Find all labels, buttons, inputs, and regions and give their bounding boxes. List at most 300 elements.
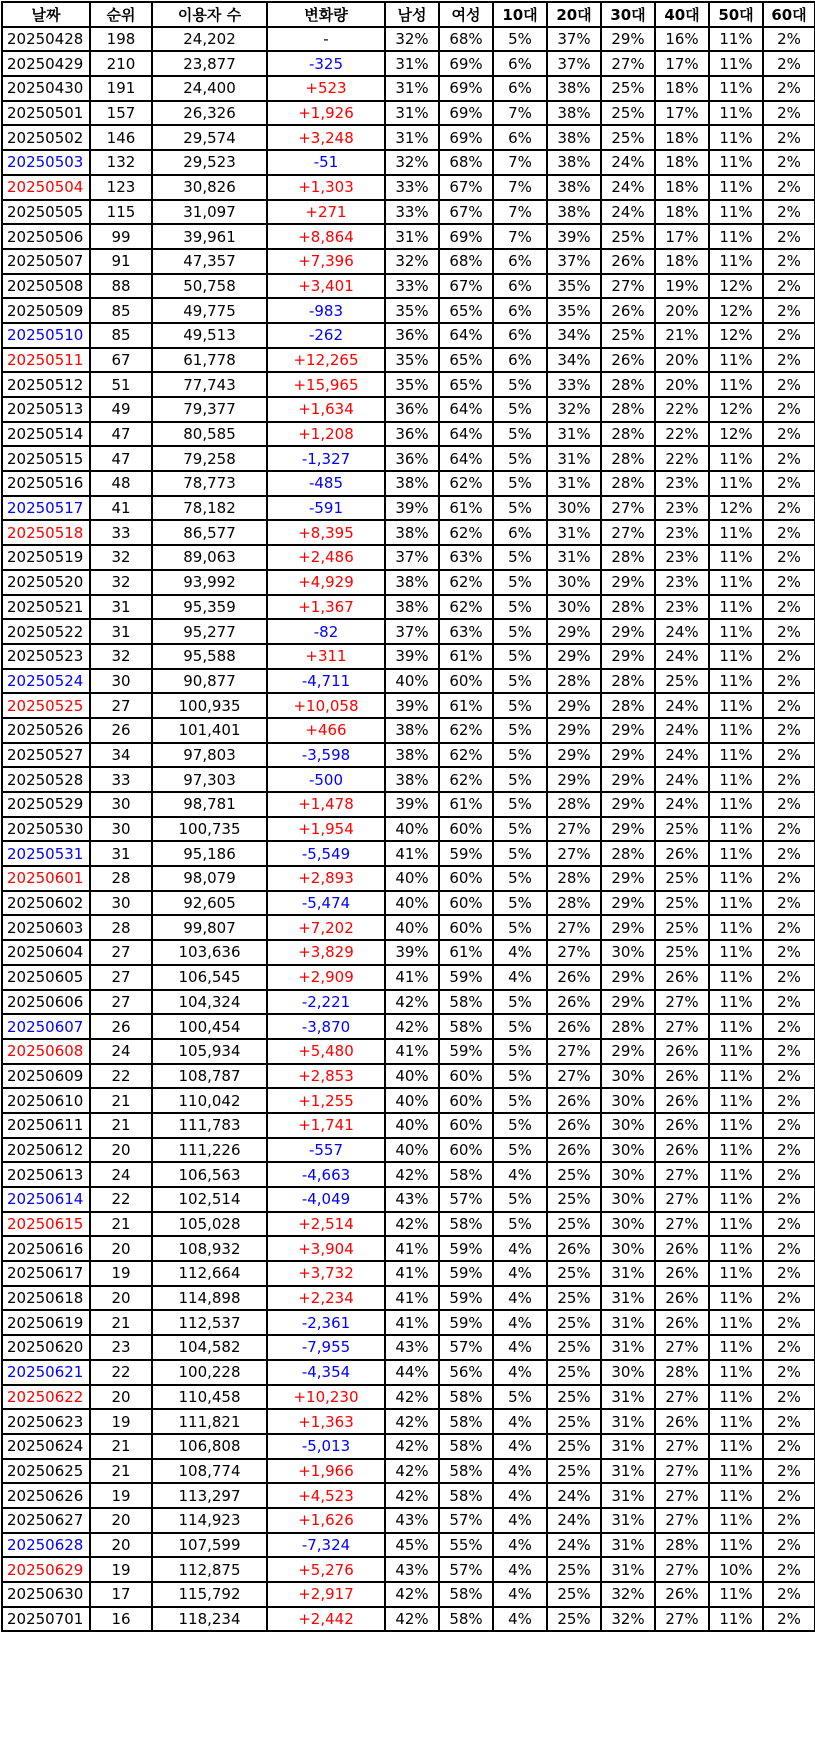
cell-users: 97,303 — [152, 767, 267, 792]
cell-age-50s: 12% — [709, 298, 763, 323]
table-row — [2, 1335, 815, 1360]
cell-age-10s: 6% — [493, 125, 547, 150]
cell-age-10s: 7% — [493, 175, 547, 200]
cell-change: +4,523 — [267, 1483, 385, 1508]
cell-users: 111,226 — [152, 1138, 267, 1163]
cell-users: 113,297 — [152, 1483, 267, 1508]
cell-date: 20250504 — [2, 175, 90, 200]
cell-age-10s: 5% — [493, 619, 547, 644]
header-age-30s: 30대 — [601, 2, 655, 27]
cell-age-20s: 24% — [547, 1508, 601, 1533]
cell-male: 41% — [385, 1310, 439, 1335]
cell-male: 32% — [385, 27, 439, 52]
cell-age-60s: 2% — [763, 940, 815, 965]
cell-date: 20250531 — [2, 841, 90, 866]
cell-age-60s: 2% — [763, 125, 815, 150]
cell-age-10s: 5% — [493, 1138, 547, 1163]
cell-age-20s: 29% — [547, 619, 601, 644]
cell-date: 20250612 — [2, 1138, 90, 1163]
cell-age-10s: 5% — [493, 767, 547, 792]
cell-users: 47,357 — [152, 249, 267, 274]
table-row — [2, 224, 815, 249]
cell-female: 65% — [439, 348, 493, 373]
cell-date: 20250524 — [2, 669, 90, 694]
cell-age-30s: 28% — [601, 422, 655, 447]
table-row — [2, 1138, 815, 1163]
cell-change: -3,870 — [267, 1014, 385, 1039]
table-row — [2, 1385, 815, 1410]
cell-users: 90,877 — [152, 669, 267, 694]
cell-female: 61% — [439, 940, 493, 965]
cell-age-50s: 11% — [709, 767, 763, 792]
cell-age-50s: 11% — [709, 372, 763, 397]
cell-age-60s: 2% — [763, 27, 815, 52]
cell-rank: 99 — [90, 224, 152, 249]
cell-age-30s: 28% — [601, 372, 655, 397]
cell-male: 39% — [385, 644, 439, 669]
cell-users: 100,935 — [152, 693, 267, 718]
cell-female: 61% — [439, 792, 493, 817]
cell-rank: 85 — [90, 323, 152, 348]
cell-female: 62% — [439, 718, 493, 743]
cell-users: 95,186 — [152, 841, 267, 866]
cell-age-30s: 31% — [601, 1434, 655, 1459]
cell-age-20s: 32% — [547, 397, 601, 422]
cell-users: 99,807 — [152, 915, 267, 940]
cell-change: -4,663 — [267, 1162, 385, 1187]
cell-female: 59% — [439, 1261, 493, 1286]
cell-age-40s: 24% — [655, 644, 709, 669]
cell-change: -4,354 — [267, 1360, 385, 1385]
cell-users: 26,326 — [152, 101, 267, 126]
cell-date: 20250622 — [2, 1385, 90, 1410]
cell-age-40s: 25% — [655, 915, 709, 940]
table-row — [2, 1236, 815, 1261]
cell-age-50s: 11% — [709, 76, 763, 101]
cell-age-20s: 31% — [547, 545, 601, 570]
cell-rank: 28 — [90, 915, 152, 940]
cell-age-30s: 28% — [601, 693, 655, 718]
cell-age-40s: 25% — [655, 817, 709, 842]
cell-age-10s: 5% — [493, 990, 547, 1015]
cell-date: 20250623 — [2, 1409, 90, 1434]
cell-users: 31,097 — [152, 200, 267, 225]
header-female: 여성 — [439, 2, 493, 27]
cell-age-60s: 2% — [763, 200, 815, 225]
cell-age-10s: 6% — [493, 323, 547, 348]
cell-age-50s: 11% — [709, 125, 763, 150]
cell-age-60s: 2% — [763, 298, 815, 323]
cell-age-10s: 6% — [493, 298, 547, 323]
cell-change: +2,909 — [267, 965, 385, 990]
cell-age-60s: 2% — [763, 1483, 815, 1508]
table-row — [2, 51, 815, 76]
cell-age-50s: 11% — [709, 619, 763, 644]
cell-age-20s: 26% — [547, 1138, 601, 1163]
cell-date: 20250527 — [2, 743, 90, 768]
cell-age-30s: 31% — [601, 1409, 655, 1434]
cell-age-50s: 11% — [709, 1607, 763, 1632]
cell-age-20s: 25% — [547, 1385, 601, 1410]
cell-male: 36% — [385, 397, 439, 422]
cell-rank: 115 — [90, 200, 152, 225]
cell-age-60s: 2% — [763, 1409, 815, 1434]
cell-age-60s: 2% — [763, 422, 815, 447]
table-row — [2, 496, 815, 521]
cell-change: +1,626 — [267, 1508, 385, 1533]
cell-date: 20250429 — [2, 51, 90, 76]
cell-age-20s: 25% — [547, 1286, 601, 1311]
cell-age-20s: 34% — [547, 348, 601, 373]
cell-male: 38% — [385, 520, 439, 545]
cell-age-50s: 12% — [709, 422, 763, 447]
cell-male: 40% — [385, 1138, 439, 1163]
cell-date: 20250515 — [2, 446, 90, 471]
cell-age-10s: 5% — [493, 644, 547, 669]
cell-age-30s: 25% — [601, 323, 655, 348]
cell-date: 20250615 — [2, 1212, 90, 1237]
cell-age-60s: 2% — [763, 1261, 815, 1286]
cell-age-60s: 2% — [763, 1014, 815, 1039]
cell-age-10s: 5% — [493, 422, 547, 447]
cell-age-20s: 31% — [547, 471, 601, 496]
cell-age-20s: 25% — [547, 1409, 601, 1434]
cell-age-50s: 11% — [709, 101, 763, 126]
cell-age-50s: 11% — [709, 348, 763, 373]
cell-date: 20250618 — [2, 1286, 90, 1311]
cell-age-30s: 28% — [601, 446, 655, 471]
cell-age-40s: 24% — [655, 792, 709, 817]
cell-change: +5,480 — [267, 1039, 385, 1064]
cell-age-20s: 31% — [547, 422, 601, 447]
table-row — [2, 965, 815, 990]
cell-age-10s: 4% — [493, 1162, 547, 1187]
cell-change: -5,013 — [267, 1434, 385, 1459]
cell-change: +2,514 — [267, 1212, 385, 1237]
cell-age-40s: 27% — [655, 1385, 709, 1410]
cell-rank: 28 — [90, 866, 152, 891]
cell-female: 58% — [439, 1483, 493, 1508]
cell-age-10s: 6% — [493, 274, 547, 299]
cell-date: 20250521 — [2, 595, 90, 620]
cell-age-40s: 18% — [655, 249, 709, 274]
cell-users: 111,821 — [152, 1409, 267, 1434]
table-row — [2, 101, 815, 126]
cell-female: 60% — [439, 866, 493, 891]
cell-date: 20250609 — [2, 1064, 90, 1089]
cell-age-20s: 28% — [547, 669, 601, 694]
cell-age-50s: 11% — [709, 1088, 763, 1113]
cell-rank: 157 — [90, 101, 152, 126]
cell-female: 56% — [439, 1360, 493, 1385]
cell-rank: 21 — [90, 1212, 152, 1237]
cell-age-60s: 2% — [763, 496, 815, 521]
cell-age-30s: 29% — [601, 1039, 655, 1064]
cell-date: 20250513 — [2, 397, 90, 422]
cell-age-30s: 29% — [601, 817, 655, 842]
cell-male: 43% — [385, 1508, 439, 1533]
cell-male: 40% — [385, 669, 439, 694]
cell-users: 49,513 — [152, 323, 267, 348]
cell-age-50s: 12% — [709, 274, 763, 299]
cell-age-60s: 2% — [763, 841, 815, 866]
table-row — [2, 1607, 815, 1632]
cell-age-50s: 11% — [709, 1483, 763, 1508]
cell-age-40s: 22% — [655, 397, 709, 422]
cell-female: 69% — [439, 101, 493, 126]
cell-age-10s: 5% — [493, 1385, 547, 1410]
cell-users: 100,454 — [152, 1014, 267, 1039]
cell-female: 60% — [439, 669, 493, 694]
cell-age-60s: 2% — [763, 1187, 815, 1212]
cell-users: 112,875 — [152, 1557, 267, 1582]
cell-female: 68% — [439, 249, 493, 274]
cell-age-40s: 18% — [655, 125, 709, 150]
cell-age-10s: 4% — [493, 1607, 547, 1632]
cell-age-20s: 27% — [547, 817, 601, 842]
cell-rank: 67 — [90, 348, 152, 373]
cell-male: 40% — [385, 866, 439, 891]
cell-date: 20250607 — [2, 1014, 90, 1039]
cell-age-20s: 37% — [547, 51, 601, 76]
cell-male: 31% — [385, 224, 439, 249]
cell-age-60s: 2% — [763, 471, 815, 496]
cell-age-40s: 20% — [655, 348, 709, 373]
cell-date: 20250508 — [2, 274, 90, 299]
cell-change: -325 — [267, 51, 385, 76]
cell-age-40s: 27% — [655, 1483, 709, 1508]
cell-change: +466 — [267, 718, 385, 743]
cell-age-10s: 5% — [493, 27, 547, 52]
table-row — [2, 422, 815, 447]
cell-age-10s: 5% — [493, 471, 547, 496]
cell-female: 60% — [439, 1138, 493, 1163]
cell-change: +10,230 — [267, 1385, 385, 1410]
cell-rank: 146 — [90, 125, 152, 150]
cell-date: 20250530 — [2, 817, 90, 842]
cell-age-40s: 25% — [655, 669, 709, 694]
cell-change: +8,395 — [267, 520, 385, 545]
cell-change: -2,221 — [267, 990, 385, 1015]
cell-users: 104,582 — [152, 1335, 267, 1360]
cell-age-50s: 11% — [709, 915, 763, 940]
cell-age-60s: 2% — [763, 175, 815, 200]
cell-age-10s: 5% — [493, 792, 547, 817]
cell-date: 20250516 — [2, 471, 90, 496]
cell-age-20s: 31% — [547, 520, 601, 545]
cell-female: 58% — [439, 1162, 493, 1187]
cell-age-60s: 2% — [763, 545, 815, 570]
cell-change: -5,549 — [267, 841, 385, 866]
table-row — [2, 817, 815, 842]
cell-female: 60% — [439, 1088, 493, 1113]
table-row — [2, 718, 815, 743]
cell-female: 69% — [439, 51, 493, 76]
cell-age-60s: 2% — [763, 767, 815, 792]
table-row — [2, 644, 815, 669]
cell-age-20s: 33% — [547, 372, 601, 397]
cell-age-20s: 25% — [547, 1434, 601, 1459]
cell-users: 86,577 — [152, 520, 267, 545]
cell-rank: 22 — [90, 1064, 152, 1089]
cell-change: +7,202 — [267, 915, 385, 940]
cell-age-60s: 2% — [763, 397, 815, 422]
cell-age-60s: 2% — [763, 1113, 815, 1138]
cell-rank: 21 — [90, 1113, 152, 1138]
cell-users: 24,202 — [152, 27, 267, 52]
cell-age-60s: 2% — [763, 1434, 815, 1459]
table-row — [2, 76, 815, 101]
table-row — [2, 619, 815, 644]
cell-date: 20250520 — [2, 570, 90, 595]
cell-change: -557 — [267, 1138, 385, 1163]
cell-change: +7,396 — [267, 249, 385, 274]
cell-change: -1,327 — [267, 446, 385, 471]
cell-age-60s: 2% — [763, 150, 815, 175]
cell-age-20s: 25% — [547, 1459, 601, 1484]
cell-age-40s: 24% — [655, 693, 709, 718]
cell-users: 92,605 — [152, 891, 267, 916]
table-row — [2, 1261, 815, 1286]
cell-age-60s: 2% — [763, 1088, 815, 1113]
cell-age-50s: 11% — [709, 1187, 763, 1212]
cell-age-50s: 11% — [709, 1409, 763, 1434]
cell-age-10s: 4% — [493, 1360, 547, 1385]
cell-age-50s: 10% — [709, 1557, 763, 1582]
cell-users: 108,774 — [152, 1459, 267, 1484]
cell-age-60s: 2% — [763, 644, 815, 669]
table-row — [2, 891, 815, 916]
cell-change: -7,324 — [267, 1533, 385, 1558]
cell-age-10s: 4% — [493, 1310, 547, 1335]
cell-age-20s: 27% — [547, 940, 601, 965]
cell-age-60s: 2% — [763, 520, 815, 545]
cell-age-60s: 2% — [763, 323, 815, 348]
cell-users: 105,934 — [152, 1039, 267, 1064]
cell-users: 118,234 — [152, 1607, 267, 1632]
cell-age-40s: 28% — [655, 1360, 709, 1385]
header-age-10s: 10대 — [493, 2, 547, 27]
cell-age-50s: 11% — [709, 224, 763, 249]
cell-age-30s: 28% — [601, 595, 655, 620]
cell-age-10s: 4% — [493, 1557, 547, 1582]
cell-date: 20250614 — [2, 1187, 90, 1212]
cell-rank: 31 — [90, 841, 152, 866]
table-row — [2, 27, 815, 52]
cell-age-30s: 29% — [601, 792, 655, 817]
cell-female: 64% — [439, 422, 493, 447]
cell-rank: 20 — [90, 1508, 152, 1533]
table-row — [2, 1064, 815, 1089]
cell-age-10s: 5% — [493, 595, 547, 620]
cell-age-40s: 23% — [655, 471, 709, 496]
cell-age-60s: 2% — [763, 1212, 815, 1237]
cell-date: 20250628 — [2, 1533, 90, 1558]
cell-age-60s: 2% — [763, 51, 815, 76]
cell-change: -51 — [267, 150, 385, 175]
cell-age-30s: 29% — [601, 915, 655, 940]
cell-age-20s: 25% — [547, 1187, 601, 1212]
cell-age-40s: 23% — [655, 545, 709, 570]
cell-date: 20250601 — [2, 866, 90, 891]
cell-users: 115,792 — [152, 1582, 267, 1607]
cell-female: 58% — [439, 1385, 493, 1410]
cell-age-60s: 2% — [763, 1310, 815, 1335]
cell-rank: 24 — [90, 1039, 152, 1064]
cell-age-40s: 21% — [655, 323, 709, 348]
header-male: 남성 — [385, 2, 439, 27]
cell-age-10s: 5% — [493, 372, 547, 397]
cell-date: 20250608 — [2, 1039, 90, 1064]
cell-age-10s: 4% — [493, 1459, 547, 1484]
cell-rank: 88 — [90, 274, 152, 299]
cell-age-30s: 30% — [601, 1187, 655, 1212]
cell-rank: 20 — [90, 1533, 152, 1558]
cell-female: 58% — [439, 1409, 493, 1434]
cell-rank: 48 — [90, 471, 152, 496]
cell-age-30s: 29% — [601, 619, 655, 644]
table-row — [2, 915, 815, 940]
table-row — [2, 520, 815, 545]
table-row — [2, 570, 815, 595]
cell-age-50s: 11% — [709, 644, 763, 669]
cell-female: 58% — [439, 1014, 493, 1039]
cell-age-60s: 2% — [763, 274, 815, 299]
cell-female: 64% — [439, 323, 493, 348]
cell-age-60s: 2% — [763, 743, 815, 768]
cell-age-60s: 2% — [763, 891, 815, 916]
cell-age-50s: 11% — [709, 1236, 763, 1261]
cell-age-30s: 31% — [601, 1508, 655, 1533]
cell-rank: 47 — [90, 446, 152, 471]
cell-age-60s: 2% — [763, 1508, 815, 1533]
cell-age-60s: 2% — [763, 1533, 815, 1558]
cell-age-40s: 26% — [655, 1582, 709, 1607]
cell-age-10s: 4% — [493, 940, 547, 965]
cell-age-30s: 30% — [601, 1360, 655, 1385]
cell-age-40s: 18% — [655, 76, 709, 101]
cell-age-60s: 2% — [763, 1162, 815, 1187]
cell-male: 38% — [385, 595, 439, 620]
cell-age-20s: 26% — [547, 1014, 601, 1039]
cell-age-40s: 23% — [655, 520, 709, 545]
cell-female: 57% — [439, 1557, 493, 1582]
cell-female: 69% — [439, 76, 493, 101]
cell-change: +3,401 — [267, 274, 385, 299]
cell-date: 20250510 — [2, 323, 90, 348]
cell-age-50s: 11% — [709, 200, 763, 225]
table-row — [2, 595, 815, 620]
table-row — [2, 323, 815, 348]
cell-male: 33% — [385, 200, 439, 225]
cell-age-20s: 35% — [547, 298, 601, 323]
cell-change: +3,829 — [267, 940, 385, 965]
cell-date: 20250616 — [2, 1236, 90, 1261]
cell-users: 112,664 — [152, 1261, 267, 1286]
header-users: 이용자 수 — [152, 2, 267, 27]
cell-date: 20250617 — [2, 1261, 90, 1286]
cell-date: 20250509 — [2, 298, 90, 323]
cell-age-50s: 11% — [709, 792, 763, 817]
cell-age-10s: 6% — [493, 51, 547, 76]
cell-date: 20250630 — [2, 1582, 90, 1607]
cell-age-40s: 27% — [655, 1459, 709, 1484]
cell-age-10s: 5% — [493, 1039, 547, 1064]
cell-age-10s: 5% — [493, 891, 547, 916]
cell-date: 20250512 — [2, 372, 90, 397]
cell-age-30s: 29% — [601, 990, 655, 1015]
cell-age-10s: 4% — [493, 1483, 547, 1508]
